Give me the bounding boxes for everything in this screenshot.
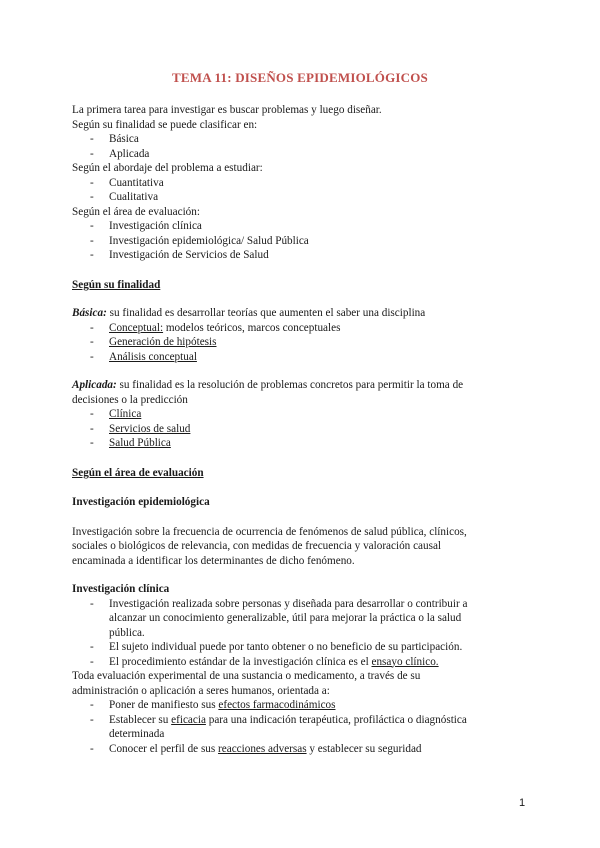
aplicada-paragraph: [72, 378, 520, 393]
list-item: [72, 742, 520, 757]
page-number: 1: [519, 797, 526, 809]
list-item-text: para una indicación terapéutica, profiláctica o diagnóstica: [205, 713, 467, 726]
section-heading-finalidad: Según su finalidad: [72, 278, 161, 291]
list-item: [72, 407, 520, 422]
list-item: - Investigación epidemiológica/ Salud Pública: [72, 234, 520, 249]
list-item: [72, 713, 520, 742]
list-item-text: Servicios de salud: [109, 422, 191, 435]
list-item-text: pública.: [109, 626, 145, 639]
list-item: - Básica: [72, 132, 520, 147]
list-item-text: Análisis conceptual: [109, 350, 197, 363]
intro-line: La primera tarea para investigar es buscar problemas y luego diseñar.: [72, 104, 382, 116]
list-item: [72, 335, 520, 350]
list-item-text: - Investigación realizada sobre personas y diseñada para desarrollar o contribuir a: [109, 597, 468, 610]
list-item-text: determinada: [109, 728, 165, 740]
basica-list: [72, 321, 520, 365]
abordaje-label: Según el abordaje del problema a estudiar:: [72, 162, 263, 174]
list-item-underlined: eficacia: [171, 713, 206, 726]
list-item: [72, 597, 520, 641]
list-item-term: Conceptual:: [109, 321, 164, 334]
finalidad-list: [72, 132, 520, 161]
list-item-text: modelos teóricos, marcos conceptuales: [163, 321, 341, 334]
list-item-line: [109, 713, 520, 728]
list-item-text: El procedimiento estándar de la investigación clínica es el: [109, 655, 372, 668]
list-item-text: Conocer el perfil de sus: [109, 742, 219, 755]
page-title: TEMA 11: DISEÑOS EPIDEMIOLÓGICOS: [172, 70, 428, 85]
list-item: - Cualitativa: [72, 190, 520, 205]
list-item-underlined: ensayo clínico.: [371, 655, 439, 668]
ensayo-text-line: Toda evaluación experimental de una sustancia o medicamento, a través de su: [72, 670, 421, 682]
list-item: - Investigación de Servicios de Salud: [72, 248, 520, 263]
aplicada-list: [72, 407, 520, 451]
list-item-text: Salud Pública: [109, 437, 171, 449]
section-heading-area: Según el área de evaluación: [72, 466, 204, 479]
list-item: [72, 321, 520, 336]
list-item-text: Clínica: [109, 408, 142, 420]
list-item-text: y establecer su seguridad: [306, 742, 422, 755]
aplicada-text-continued: decisiones o la predicción: [72, 393, 188, 406]
clinica-list: [72, 597, 520, 670]
list-item-underlined: reacciones adversas: [218, 742, 307, 755]
list-item: - Aplicada: [72, 147, 520, 162]
list-item: [72, 698, 520, 713]
ensayo-text-line: administración o aplicación a seres humanos, orientada a:: [72, 684, 330, 697]
epi-text-line: encaminada a identificar los determinantes de dicho fenómeno.: [72, 554, 355, 567]
list-item: [72, 422, 520, 437]
area-list: [72, 219, 520, 263]
list-item: [72, 655, 520, 670]
list-item-text: alcanzar un conocimiento generalizable, útil para mejorar la práctica o la salud: [109, 612, 462, 624]
list-item: - El sujeto individual puede por tanto obtener o no beneficio de su participación.: [72, 640, 520, 655]
subheading-epidemiologica: Investigación epidemiológica: [72, 496, 210, 508]
list-item-text: Poner de manifiesto sus: [109, 699, 219, 711]
list-item: [72, 436, 520, 451]
area-label: Según el área de evaluación:: [72, 205, 200, 218]
list-item-underlined: efectos farmacodinámicos: [218, 699, 336, 711]
basica-paragraph: [72, 306, 520, 321]
ensayo-list: [72, 698, 520, 756]
epi-text-line: Investigación sobre la frecuencia de ocurrencia de fenómenos de salud pública, clínicos,: [72, 525, 467, 538]
aplicada-term: Aplicada:: [72, 379, 117, 391]
abordaje-list: [72, 176, 520, 205]
list-item: - Cuantitativa: [72, 176, 520, 191]
list-item: - Investigación clínica: [72, 219, 520, 234]
subheading-clinica: Investigación clínica: [72, 583, 170, 595]
epi-text-line: sociales o biológicos de relevancia, con medidas de frecuencia y valoración causal: [72, 540, 442, 552]
finalidad-label: Según su finalidad se puede clasificar en:: [72, 118, 258, 131]
aplicada-text: su finalidad es la resolución de problemas concretos para permitir la toma de: [116, 379, 464, 391]
basica-text: su finalidad es desarrollar teorías que aumenten el saber una disciplina: [106, 307, 426, 319]
list-item-text: Generación de hipótesis: [109, 336, 217, 348]
list-item: [72, 350, 520, 365]
document-body: [72, 103, 520, 756]
basica-term: Básica:: [72, 307, 107, 319]
list-item-text: Establecer su: [109, 713, 172, 726]
